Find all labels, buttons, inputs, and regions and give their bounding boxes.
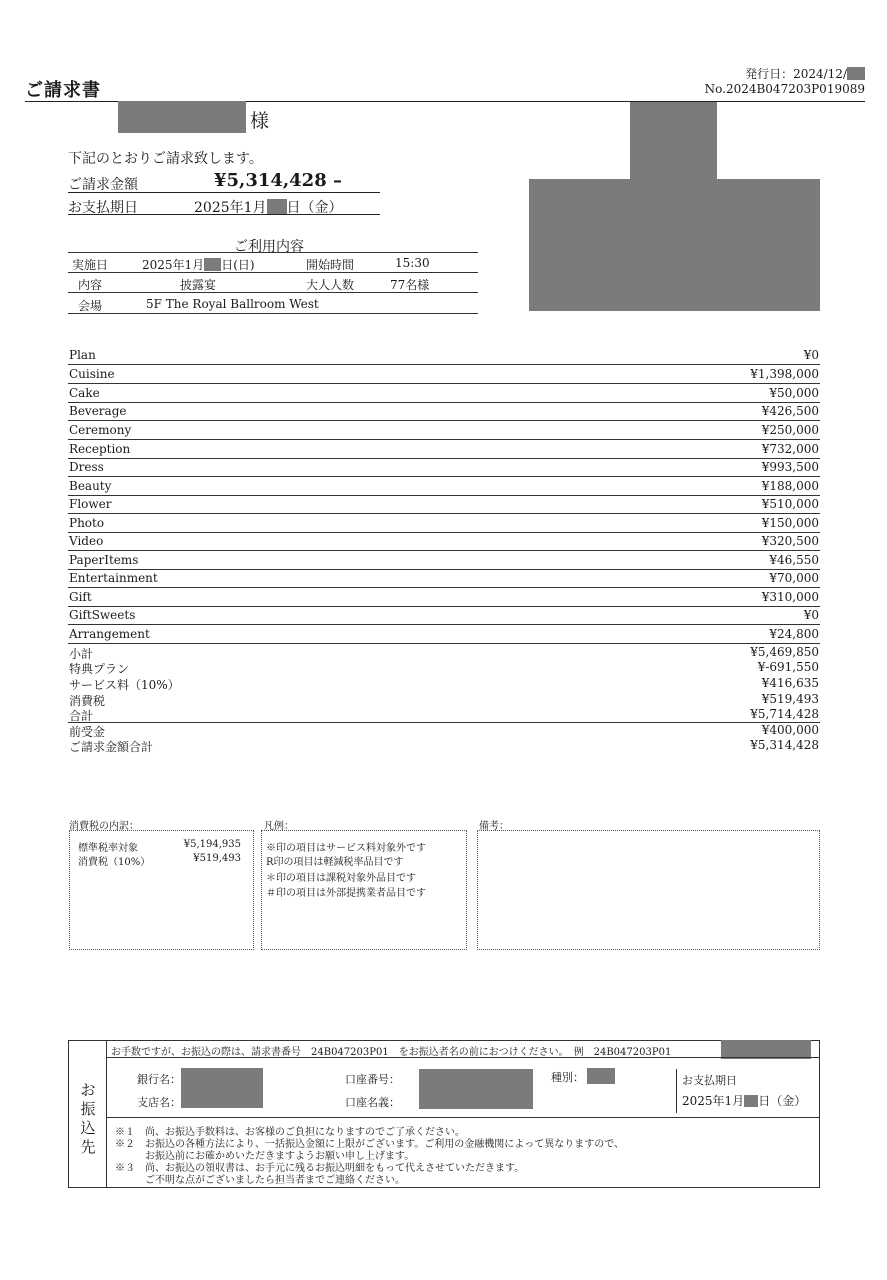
- remarks-box-title: 備考：: [479, 821, 509, 832]
- usage-rule-bottom: [68, 313, 478, 314]
- item-rule: [68, 532, 820, 533]
- side-char: お: [80, 1081, 96, 1099]
- account-name-label: 口座名義：: [345, 1096, 400, 1109]
- item-value: ¥46,550: [769, 553, 819, 567]
- tax-box-title: 消費税の内訳：: [69, 821, 139, 832]
- payment-due-label: お支払期日: [682, 1074, 737, 1087]
- redacted-seal-bottom: [529, 179, 820, 311]
- usage-start-label: 開始時間: [306, 258, 355, 272]
- total-value: ¥5,469,850: [750, 645, 819, 659]
- tax-rate-value: ¥519,493: [193, 853, 241, 864]
- item-value: ¥24,800: [769, 627, 819, 641]
- payment-due-value: [682, 1092, 806, 1109]
- item-rule: [68, 722, 820, 723]
- item-value: ¥70,000: [769, 571, 819, 585]
- document-number: No.2024B047203P019089: [704, 82, 865, 96]
- item-value: ¥50,000: [769, 386, 819, 400]
- due-label: お支払期日: [68, 200, 138, 216]
- side-char: 込: [80, 1119, 96, 1137]
- item-value: ¥732,000: [761, 442, 819, 456]
- item-rule: [68, 513, 820, 514]
- total-value: ¥416,635: [761, 676, 819, 690]
- usage-rule-top: [68, 252, 478, 253]
- due-value-pre: 2025年1月: [194, 200, 267, 216]
- tax-box: [69, 830, 254, 950]
- amount-label: ご請求金額: [68, 177, 138, 193]
- due-rule: [68, 214, 380, 215]
- usage-title: ご利用内容: [234, 239, 304, 255]
- item-name: Entertainment: [69, 571, 158, 585]
- legend-line: ※印の項目はサービス料対象外です: [266, 843, 426, 854]
- item-value: ¥0: [803, 608, 819, 622]
- issue-date-text: 発行日：2024/12/: [745, 67, 847, 81]
- item-name: Cuisine: [69, 367, 115, 381]
- total-name: 前受金: [69, 725, 106, 739]
- note-line: ※２ お振込の各種方法により、一括振込金額に上限がございます。ご利用の金融機関によって異なりますので、: [115, 1139, 624, 1150]
- payment-due-pre: 2025年1月: [682, 1094, 745, 1108]
- item-rule: [68, 458, 820, 459]
- usage-venue-label: 会場: [78, 299, 103, 313]
- item-value: ¥1,398,000: [750, 367, 819, 381]
- note-line: ※３ 尚、お振込の領収書は、お手元に残るお振込明細をもって代えさせていただきます。: [115, 1163, 525, 1174]
- due-divider: [676, 1069, 677, 1113]
- note-line: ※１ 尚、お振込手数料は、お客様のご負担になりますのでご了承ください。: [115, 1127, 465, 1138]
- payment-due-post: 日（金）: [758, 1094, 807, 1108]
- item-rule: [68, 550, 820, 551]
- usage-adults-value: 77名様: [390, 278, 430, 292]
- item-name: Reception: [69, 442, 131, 456]
- item-rule: [68, 439, 820, 440]
- redacted-account-type: [587, 1068, 615, 1084]
- item-rule: [68, 606, 820, 607]
- item-name: Dress: [69, 460, 104, 474]
- issue-date: [745, 65, 865, 82]
- usage-date-post: 日(日): [221, 258, 255, 272]
- usage-date-pre: 2025年1月: [142, 258, 205, 272]
- redacted-bank-info: [181, 1068, 263, 1108]
- bank-label: 銀行名：: [137, 1073, 181, 1086]
- document-title: ご請求書: [25, 80, 101, 101]
- item-value: ¥310,000: [761, 590, 819, 604]
- item-rule: [68, 364, 820, 365]
- item-name: Flower: [69, 497, 112, 511]
- recipient-honorific: 様: [250, 110, 270, 132]
- payment-box: [68, 1040, 820, 1188]
- item-value: ¥0: [803, 348, 819, 362]
- item-name: Cake: [69, 386, 100, 400]
- item-value: ¥320,500: [761, 534, 819, 548]
- total-value: ¥400,000: [761, 723, 819, 737]
- account-type-label: 種別：: [551, 1071, 584, 1084]
- usage-rule-1: [68, 272, 478, 273]
- total-value: ¥5,714,428: [750, 707, 819, 721]
- tax-standard-label: 標準税率対象: [78, 843, 138, 854]
- payment-side-divider: [106, 1041, 107, 1187]
- total-name: 特典プラン: [69, 662, 130, 676]
- item-rule: [68, 495, 820, 496]
- total-name: ご請求金額合計: [69, 740, 154, 754]
- redacted-account-info: [419, 1069, 533, 1109]
- item-name: Beauty: [69, 479, 112, 493]
- total-name: 消費税: [69, 694, 106, 708]
- amount-value: ¥5,314,428 –: [214, 170, 342, 191]
- item-name: Gift: [69, 590, 92, 604]
- side-char: 先: [80, 1138, 96, 1156]
- payment-side-label: [75, 1081, 101, 1157]
- item-rule: [68, 476, 820, 477]
- tax-standard-value: ¥5,194,935: [183, 839, 241, 850]
- legend-line: ＊印の項目は課税対象外品目です: [266, 873, 416, 884]
- branch-label: 支店名：: [137, 1096, 181, 1109]
- item-rule: [68, 383, 820, 384]
- intro-text: 下記のとおりご請求致します。: [68, 151, 263, 167]
- redacted-recipient-name: [118, 101, 246, 133]
- total-value: ¥519,493: [761, 692, 819, 706]
- legend-box: [261, 830, 467, 950]
- legend-box-title: 凡例：: [264, 821, 294, 832]
- usage-content-value: 披露宴: [180, 278, 217, 292]
- redacted-block: [267, 199, 287, 214]
- item-rule: [68, 587, 820, 588]
- redacted-block: [204, 258, 221, 271]
- item-name: GiftSweets: [69, 608, 136, 622]
- usage-adults-label: 大人人数: [306, 278, 355, 292]
- legend-line: R印の項目は軽減税率品目です: [266, 857, 404, 868]
- usage-date-value: [142, 256, 255, 273]
- item-value: ¥250,000: [761, 423, 819, 437]
- item-name: Ceremony: [69, 423, 132, 437]
- item-value: ¥993,500: [761, 460, 819, 474]
- item-name: PaperItems: [69, 553, 139, 567]
- usage-start-value: 15:30: [395, 256, 430, 270]
- item-value: ¥188,000: [761, 479, 819, 493]
- total-name: 合計: [69, 709, 94, 723]
- redacted-block: [847, 67, 865, 80]
- total-name: 小計: [69, 647, 94, 661]
- item-name: Photo: [69, 516, 105, 530]
- usage-venue-value: 5F The Royal Ballroom West: [146, 297, 319, 311]
- note-line: ご不明な点がございましたら担当者までご連絡ください。: [115, 1175, 405, 1186]
- item-value: ¥426,500: [761, 404, 819, 418]
- redacted-seal-top: [630, 102, 717, 182]
- remarks-box: [477, 830, 820, 950]
- item-rule: [68, 643, 820, 644]
- legend-line: ＃印の項目は外部提携業者品目です: [266, 888, 426, 899]
- item-name: Plan: [69, 348, 96, 362]
- item-name: Arrangement: [69, 627, 150, 641]
- item-rule: [68, 420, 820, 421]
- item-value: ¥150,000: [761, 516, 819, 530]
- payment-notice: お手数ですが、お振込の際は、請求書番号 24B047203P01 をお振込者名の前におつけください。 例 24B047203P01: [111, 1047, 672, 1058]
- usage-date-label: 実施日: [72, 258, 109, 272]
- account-no-label: 口座番号：: [345, 1073, 400, 1086]
- notice-rule: [106, 1057, 819, 1058]
- tax-rate-label: 消費税（10%）: [78, 857, 151, 868]
- item-rule: [68, 624, 820, 625]
- note-line: お振込前にお確かめいただきますようお願い申し上げます。: [115, 1151, 415, 1162]
- item-name: Video: [69, 534, 104, 548]
- notes-rule: [106, 1117, 819, 1118]
- total-name: サービス料（10%）: [69, 678, 180, 692]
- item-value: ¥510,000: [761, 497, 819, 511]
- item-name: Beverage: [69, 404, 127, 418]
- usage-content-label: 内容: [78, 278, 103, 292]
- usage-rule-2: [68, 292, 478, 293]
- side-char: 振: [80, 1100, 96, 1118]
- total-value: ¥-691,550: [757, 660, 819, 674]
- item-rule: [68, 569, 820, 570]
- redacted-block: [744, 1095, 758, 1107]
- item-rule: [68, 402, 820, 403]
- amount-rule: [68, 192, 380, 193]
- total-value: ¥5,314,428: [750, 738, 819, 752]
- due-value-post: 日（金）: [286, 200, 343, 216]
